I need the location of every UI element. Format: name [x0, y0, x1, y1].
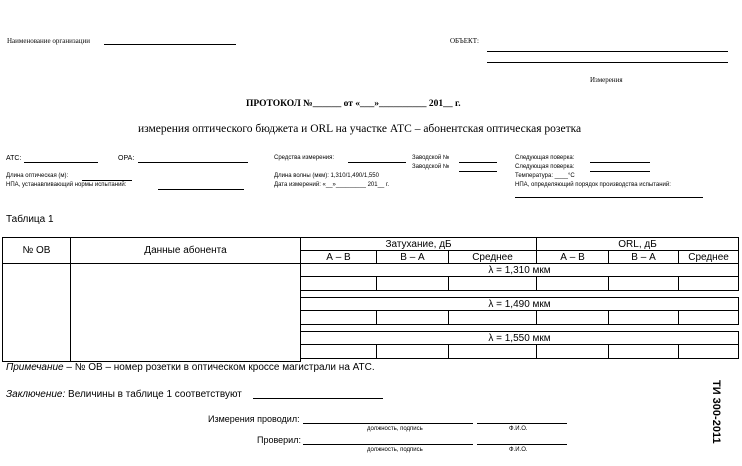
performed-position-line[interactable]	[303, 423, 473, 424]
value-cell[interactable]	[679, 277, 739, 291]
instrument-label: Средства измерения:	[274, 155, 335, 161]
checked-label: Проверил:	[257, 435, 301, 445]
npa-norms-line[interactable]	[158, 189, 244, 190]
value-cell[interactable]	[449, 345, 537, 359]
value-cell[interactable]	[301, 345, 377, 359]
ats-line[interactable]	[24, 162, 98, 163]
value-cell[interactable]	[609, 277, 679, 291]
orl-ba-header: В – А	[609, 251, 679, 264]
serial-2-line[interactable]	[459, 171, 497, 172]
checked-name-hint: Ф.И.О.	[509, 447, 528, 453]
value-cell[interactable]	[377, 311, 449, 325]
ora-line[interactable]	[138, 162, 248, 163]
performed-name-hint: Ф.И.О.	[509, 426, 528, 432]
serial-2-label: Заводской №	[412, 164, 450, 170]
org-label: Наименование организации	[7, 37, 90, 45]
next-check-2-line[interactable]	[590, 171, 650, 172]
att-ab-header: А – В	[301, 251, 377, 264]
value-cell[interactable]	[449, 277, 537, 291]
value-cell[interactable]	[449, 311, 537, 325]
note-text: – № ОВ – номер розетки в оптическом кроссе магистрали на АТС.	[63, 362, 375, 373]
att-avg-header: Среднее	[449, 251, 537, 264]
serial-1-line[interactable]	[459, 162, 497, 163]
blank-row	[301, 325, 739, 332]
checked-position-hint: должность, подпись	[367, 447, 423, 453]
col-subscriber-header: Данные абонента	[71, 238, 301, 264]
attenuation-header: Затухание, дБ	[301, 238, 537, 251]
subscriber-cell[interactable]	[71, 264, 301, 362]
value-cell[interactable]	[537, 311, 609, 325]
performed-label: Измерения проводил:	[208, 414, 300, 424]
value-cell[interactable]	[679, 345, 739, 359]
value-cell[interactable]	[377, 277, 449, 291]
object-line-2[interactable]	[487, 62, 728, 63]
value-cell[interactable]	[679, 311, 739, 325]
npa-procedure-line[interactable]	[515, 197, 703, 198]
ob-cell[interactable]	[3, 264, 71, 362]
object-line-1[interactable]	[487, 51, 728, 52]
conclusion-label: Заключение:	[6, 389, 66, 400]
org-line[interactable]	[104, 44, 236, 45]
orl-ab-header: А – В	[537, 251, 609, 264]
npa-procedure-label: НПА, определяющий порядок производства испытаний:	[515, 182, 671, 188]
serial-1-label: Заводской №	[412, 155, 450, 161]
conclusion	[6, 389, 242, 400]
col-ob-header: № ОВ	[3, 238, 71, 264]
performed-name-line[interactable]	[477, 423, 567, 424]
orl-header: ORL, дБ	[537, 238, 739, 251]
value-cell[interactable]	[537, 277, 609, 291]
npa-norms-label: НПА, устанавливающий нормы испытаний:	[6, 182, 127, 188]
blank-row	[301, 359, 739, 362]
conclusion-text: Величины в таблице 1 соответствуют	[65, 389, 242, 400]
fiber-length-label: Длина оптическая (м):	[6, 173, 69, 179]
att-ba-header: В – А	[377, 251, 449, 264]
next-check-1-label: Следующая поверка:	[515, 155, 575, 161]
value-cell[interactable]	[301, 277, 377, 291]
measurements-label: Измерения	[590, 76, 623, 84]
protocol-subtitle: измерения оптического бюджета и ORL на участке АТС – абонентская оптическая розетка	[138, 123, 582, 135]
measurements-table	[2, 237, 739, 362]
value-cell[interactable]	[609, 311, 679, 325]
note-label: Примечание	[6, 362, 64, 373]
performed-position-hint: должность, подпись	[367, 426, 423, 432]
lambda-3-row: λ = 1,550 мкм	[301, 332, 739, 345]
protocol-title: ПРОТОКОЛ №______ от «___»__________ 201__ г.	[246, 99, 461, 109]
ats-label: АТС:	[6, 155, 22, 162]
checked-name-line[interactable]	[477, 444, 567, 445]
fiber-length-line[interactable]	[82, 180, 132, 181]
temperature-label: Температура: ____°С	[515, 173, 575, 179]
instrument-line[interactable]	[348, 162, 406, 163]
date-label: Дата измерений: «__»_________ 201__ г.	[274, 182, 390, 188]
table-label: Таблица 1	[6, 214, 54, 225]
value-cell[interactable]	[537, 345, 609, 359]
next-check-1-line[interactable]	[590, 162, 650, 163]
conclusion-line[interactable]	[253, 398, 383, 399]
value-cell[interactable]	[377, 345, 449, 359]
lambda-1-row: λ = 1,310 мкм	[301, 264, 739, 277]
checked-position-line[interactable]	[303, 444, 473, 445]
value-cell[interactable]	[609, 345, 679, 359]
orl-avg-header: Среднее	[679, 251, 739, 264]
side-code: ТИ 300-2011	[710, 380, 722, 444]
lambda-2-row: λ = 1,490 мкм	[301, 298, 739, 311]
note	[6, 362, 375, 373]
blank-row	[301, 291, 739, 298]
wavelength-label: Длина волны (мкм): 1,310/1,490/1,550	[274, 173, 379, 179]
next-check-2-label: Следующая поверка:	[515, 164, 575, 170]
object-label: ОБЪЕКТ:	[450, 37, 479, 45]
ora-label: ОРА:	[118, 155, 135, 162]
value-cell[interactable]	[301, 311, 377, 325]
